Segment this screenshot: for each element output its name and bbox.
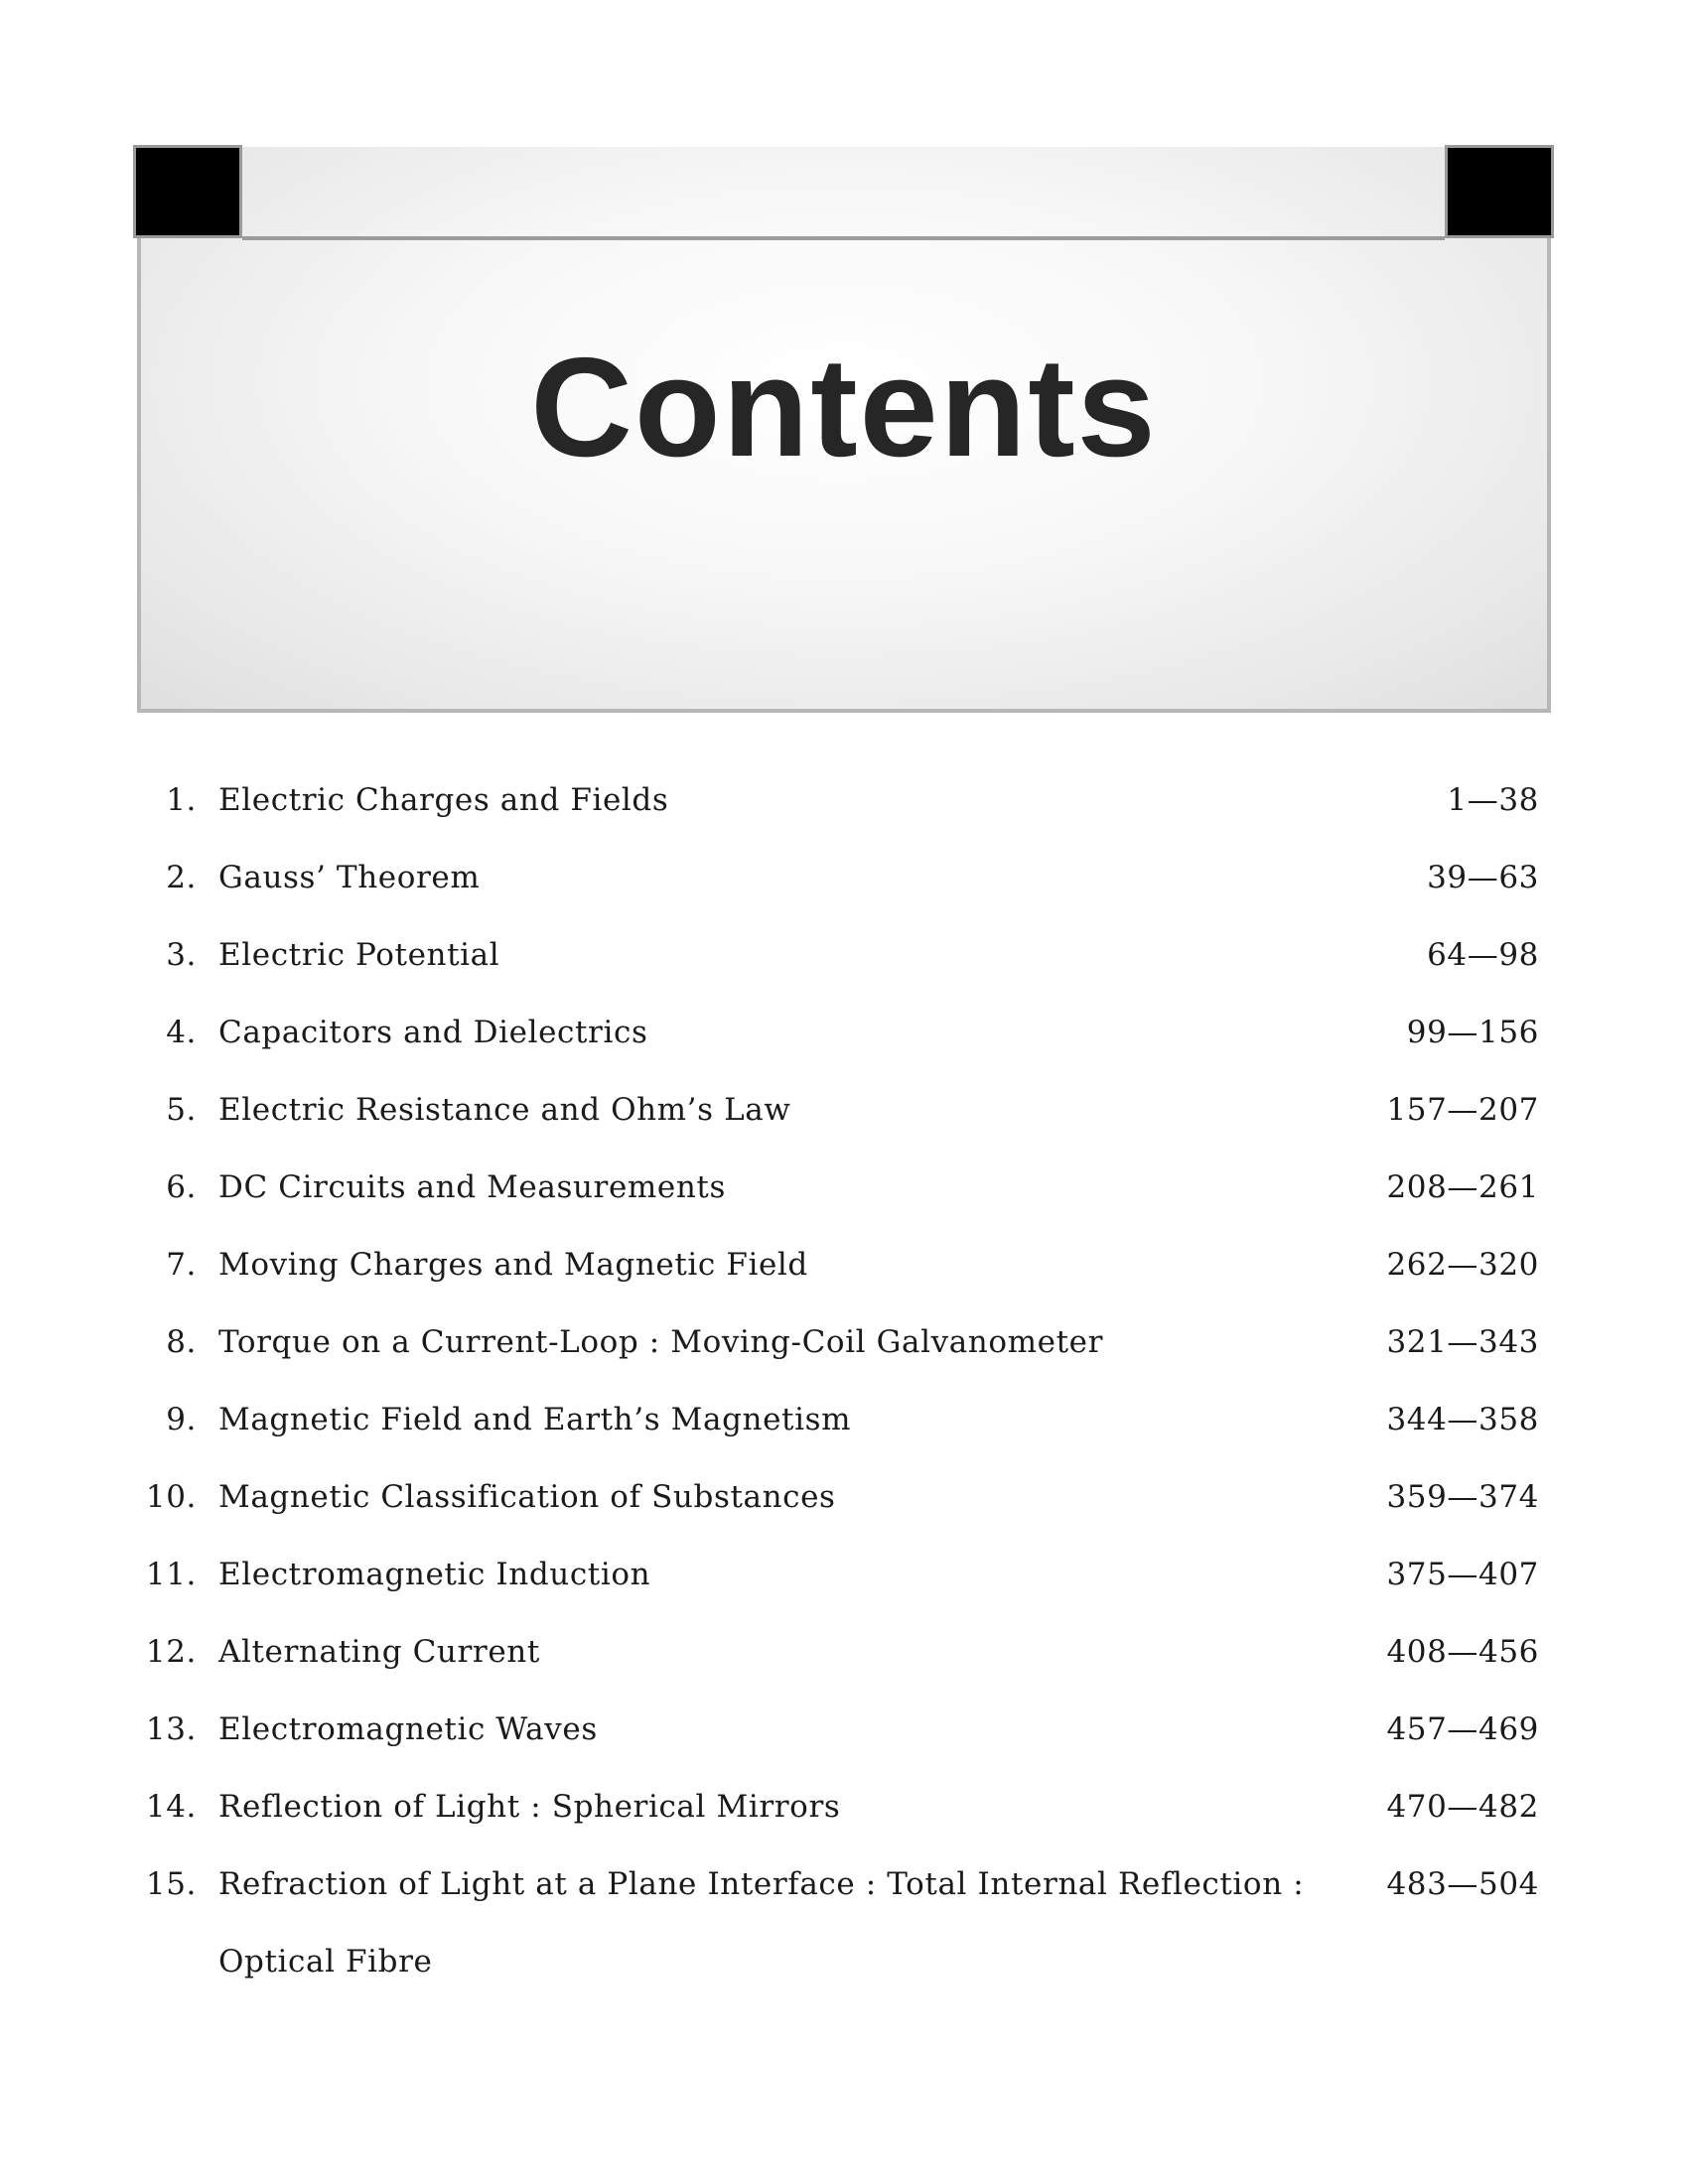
toc-entry — [139, 1233, 1539, 1310]
page-range: 483—504 — [1386, 1866, 1539, 1902]
right-corner-block — [1445, 145, 1554, 238]
toc-entry — [139, 1775, 1539, 1852]
chapter-title: Electric Potential — [218, 937, 500, 973]
chapter-number: 14. — [145, 1789, 197, 1825]
page-range: 321—343 — [1386, 1324, 1539, 1360]
chapter-number: 1. — [166, 782, 197, 818]
page-range: 262—320 — [1386, 1247, 1539, 1283]
page-range: 344—358 — [1386, 1402, 1539, 1437]
chapter-number: 8. — [166, 1324, 197, 1360]
chapter-title: Electric Resistance and Ohm’s Law — [218, 1092, 791, 1128]
toc-entry — [139, 1310, 1539, 1388]
chapter-number: 11. — [145, 1557, 197, 1592]
page-range: 375—407 — [1386, 1557, 1539, 1592]
toc-entry — [139, 1388, 1539, 1465]
toc-entry — [139, 1001, 1539, 1078]
chapter-title: DC Circuits and Measurements — [218, 1169, 726, 1205]
page-range: 457—469 — [1386, 1711, 1539, 1747]
chapter-number: 7. — [166, 1247, 197, 1283]
chapter-number: 9. — [166, 1402, 197, 1437]
toc-entry — [139, 846, 1539, 923]
toc-entry — [139, 1543, 1539, 1620]
page-range: 157—207 — [1386, 1092, 1539, 1128]
chapter-number: 4. — [166, 1015, 197, 1050]
chapter-title: Electric Charges and Fields — [218, 782, 669, 818]
chapter-title: Magnetic Classification of Substances — [218, 1479, 836, 1515]
toc-entry — [139, 1465, 1539, 1543]
chapter-title: Magnetic Field and Earth’s Magnetism — [218, 1402, 852, 1437]
chapter-title: Alternating Current — [218, 1634, 540, 1670]
chapter-number: 12. — [145, 1634, 197, 1670]
page-title: Contents — [530, 329, 1158, 486]
header-divider — [242, 236, 1445, 240]
toc-entry — [139, 1078, 1539, 1156]
table-of-contents — [139, 768, 1539, 2011]
chapter-title: Electromagnetic Induction — [218, 1557, 651, 1592]
chapter-number: 15. — [145, 1866, 197, 1902]
chapter-title: Moving Charges and Magnetic Field — [218, 1247, 808, 1283]
toc-entry — [139, 1852, 1539, 2011]
page-range: 1—38 — [1447, 782, 1539, 818]
chapter-title: Gauss’ Theorem — [218, 860, 481, 895]
chapter-number: 10. — [145, 1479, 197, 1515]
toc-entry — [139, 1620, 1539, 1698]
chapter-number: 13. — [145, 1711, 197, 1747]
toc-entry — [139, 1156, 1539, 1233]
page-range: 470—482 — [1386, 1789, 1539, 1825]
toc-entry — [139, 1698, 1539, 1775]
chapter-title: Reflection of Light : Spherical Mirrors — [218, 1789, 841, 1825]
chapter-title: Capacitors and Dielectrics — [218, 1015, 648, 1050]
toc-entry — [139, 768, 1539, 846]
chapter-number: 5. — [166, 1092, 197, 1128]
chapter-number: 3. — [166, 937, 197, 973]
chapter-title: Refraction of Light at a Plane Interface : Total Internal Reflection : Optical Fibre — [218, 1866, 1305, 1979]
toc-entry — [139, 923, 1539, 1001]
chapter-title: Electromagnetic Waves — [218, 1711, 598, 1747]
page-range: 359—374 — [1386, 1479, 1539, 1515]
chapter-number: 2. — [166, 860, 197, 895]
page-range: 64—98 — [1427, 937, 1539, 973]
page-range: 208—261 — [1386, 1169, 1539, 1205]
page-range: 408—456 — [1386, 1634, 1539, 1670]
chapter-number: 6. — [166, 1169, 197, 1205]
chapter-title: Torque on a Current-Loop : Moving-Coil Galvanometer — [218, 1324, 1103, 1360]
left-corner-block — [133, 145, 242, 238]
page-range: 39—63 — [1427, 860, 1539, 895]
page-range: 99—156 — [1406, 1015, 1539, 1050]
